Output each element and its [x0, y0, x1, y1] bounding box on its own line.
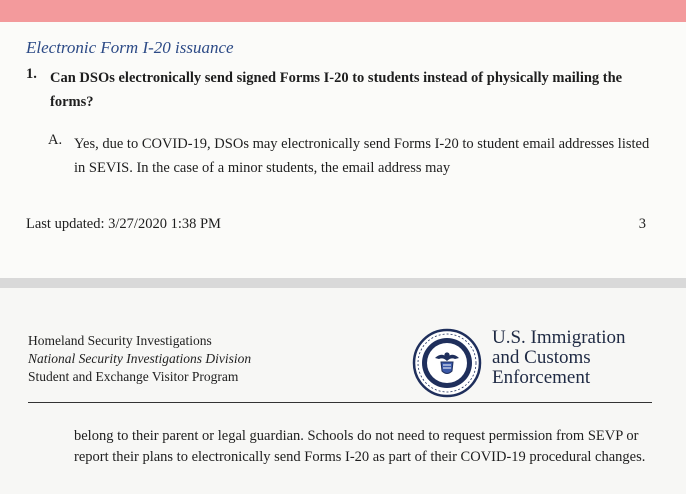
agency-line-3: Enforcement	[492, 367, 591, 388]
letterhead-rule	[28, 402, 652, 403]
continuation-text: belong to their parent or legal guardian. Schools do not need to request permission from SEVP or report their plans to electronically send Forms I-20 as part of their COVID-19 procedural changes.	[74, 428, 646, 465]
agency-name	[492, 328, 626, 388]
org-line-sevp: Student and Exchange Visitor Program	[28, 369, 239, 384]
question-number: 1.	[26, 66, 37, 82]
org-line-hsi: Homeland Security Investigations	[28, 333, 212, 348]
question-text: Can DSOs electronically send signed Forms I-20 to students instead of physically mailing the forms?	[50, 70, 623, 110]
letterhead-org	[28, 332, 251, 386]
page-gap	[0, 278, 686, 288]
agency-line-2: and Customs	[492, 347, 591, 368]
answer-letter: A.	[48, 132, 63, 148]
last-updated-footer: Last updated: 3/27/2020 1:38 PM	[26, 216, 221, 232]
page-number: 3	[638, 216, 646, 232]
dhs-seal-icon	[412, 328, 482, 398]
document-page-1	[0, 22, 686, 278]
top-color-band	[0, 0, 686, 22]
section-heading: Electronic Form I-20 issuance	[26, 38, 234, 57]
org-line-nsid: National Security Investigations Division	[28, 351, 252, 366]
agency-line-1: U.S. Immigration	[492, 327, 626, 348]
document-page-2	[0, 288, 686, 494]
answer-text: Yes, due to COVID-19, DSOs may electronically send Forms I-20 to student email addresses listed in SEVIS. In the case of a minor students, the email address may	[74, 136, 650, 176]
